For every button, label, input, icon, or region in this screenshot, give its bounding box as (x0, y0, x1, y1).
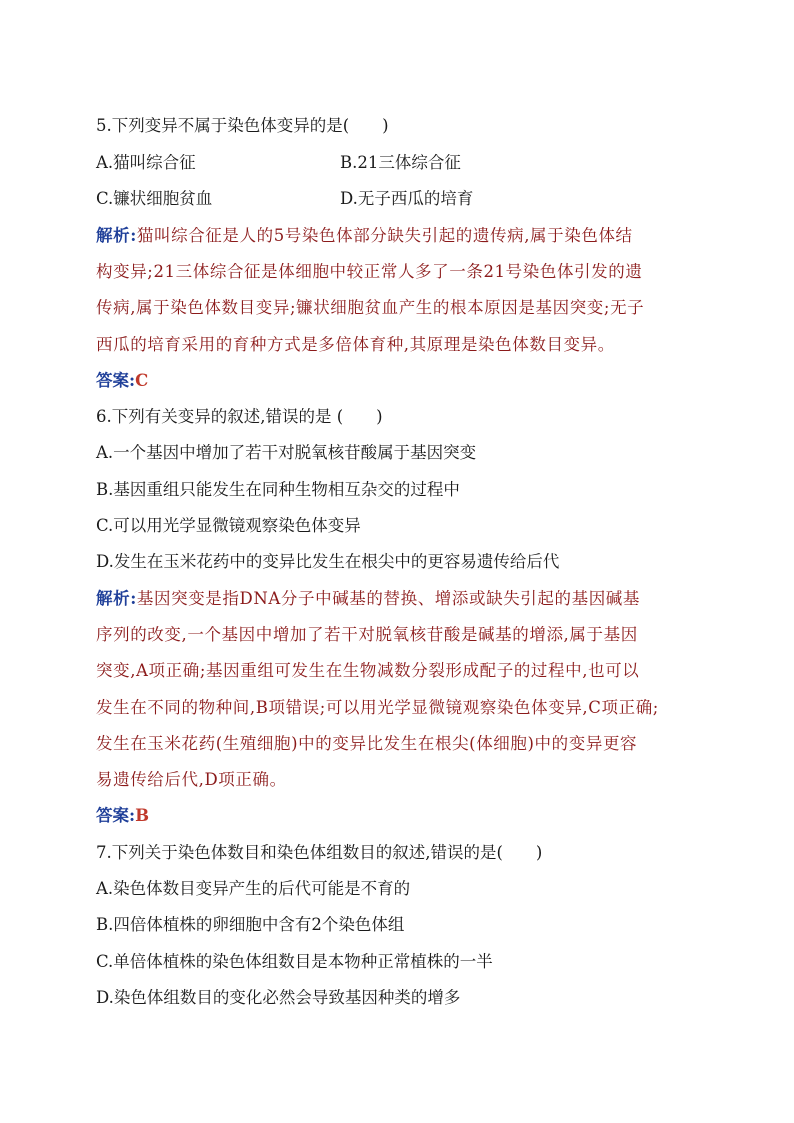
question-5-option-c: C.镰状细胞贫血 (96, 189, 213, 208)
question-5-answer: 答案:C (96, 371, 149, 390)
question-7-option-a: A.染色体数目变异产生的后代可能是不育的 (96, 879, 411, 898)
answer-label: 答案 (96, 806, 129, 825)
explanation-label: 解析 (96, 226, 131, 245)
question-7-stem: 7.下列关于染色体数目和染色体组数目的叙述,错误的是( ) (96, 843, 543, 862)
question-6-explanation-line: 易遗传给后代,D项正确。 (96, 770, 287, 789)
question-6-explanation-line: 序列的改变,一个基因中增加了若干对脱氧核苷酸是碱基的增添,属于基因 (96, 625, 638, 644)
question-6-explanation-line: 解析:基因突变是指DNA分子中碱基的替换、增添或缺失引起的基因碱基 (96, 589, 640, 608)
question-6-explanation-line: 发生在玉米花药(生殖细胞)中的变异比发生在根尖(体细胞)中的变异更容 (96, 734, 638, 753)
answer-value: C (135, 371, 149, 390)
question-6-explanation-line: 突变,A项正确;基因重组可发生在生物减数分裂形成配子的过程中,也可以 (96, 661, 640, 680)
explanation-label: 解析 (96, 589, 131, 608)
question-6-answer: 答案:B (96, 806, 150, 825)
question-5-explanation-line: 构变异;21三体综合征是体细胞中较正常人多了一条21号染色体引发的遗 (96, 262, 643, 281)
question-7-option-c: C.单倍体植株的染色体组数目是本物种正常植株的一半 (96, 952, 493, 971)
question-5-option-d: D.无子西瓜的培育 (340, 189, 474, 208)
question-6-stem: 6.下列有关变异的叙述,错误的是 ( ) (96, 407, 383, 426)
answer-label: 答案 (96, 371, 129, 390)
question-6-option-d: D.发生在玉米花药中的变异比发生在根尖中的更容易遗传给后代 (96, 552, 560, 571)
question-6-explanation-line: 发生在不同的物种间,B项错误;可以用光学显微镜观察染色体变异,C项正确; (96, 698, 659, 717)
question-5-explanation-line: 传病,属于染色体数目变异;镰状细胞贫血产生的根本原因是基因突变;无子 (96, 298, 645, 317)
question-5-stem: 5.下列变异不属于染色体变异的是( ) (96, 116, 389, 135)
question-5-option-b: B.21三体综合征 (340, 153, 461, 172)
question-7-option-b: B.四倍体植株的卵细胞中含有2个染色体组 (96, 915, 405, 934)
question-6-option-b: B.基因重组只能发生在同种生物相互杂交的过程中 (96, 480, 460, 499)
question-6-option-c: C.可以用光学显微镜观察染色体变异 (96, 516, 361, 535)
question-5-explanation-line: 解析:猫叫综合征是人的5号染色体部分缺失引起的遗传病,属于染色体结 (96, 226, 633, 245)
question-5-explanation-line: 西瓜的培育采用的育种方式是多倍体育种,其原理是染色体数目变异。 (96, 335, 615, 354)
question-7-option-d: D.染色体组数目的变化必然会导致基因种类的增多 (96, 988, 461, 1007)
answer-value: B (135, 806, 150, 825)
question-5-option-a: A.猫叫综合征 (96, 153, 196, 172)
question-6-option-a: A.一个基因中增加了若干对脱氧核苷酸属于基因突变 (96, 443, 477, 462)
